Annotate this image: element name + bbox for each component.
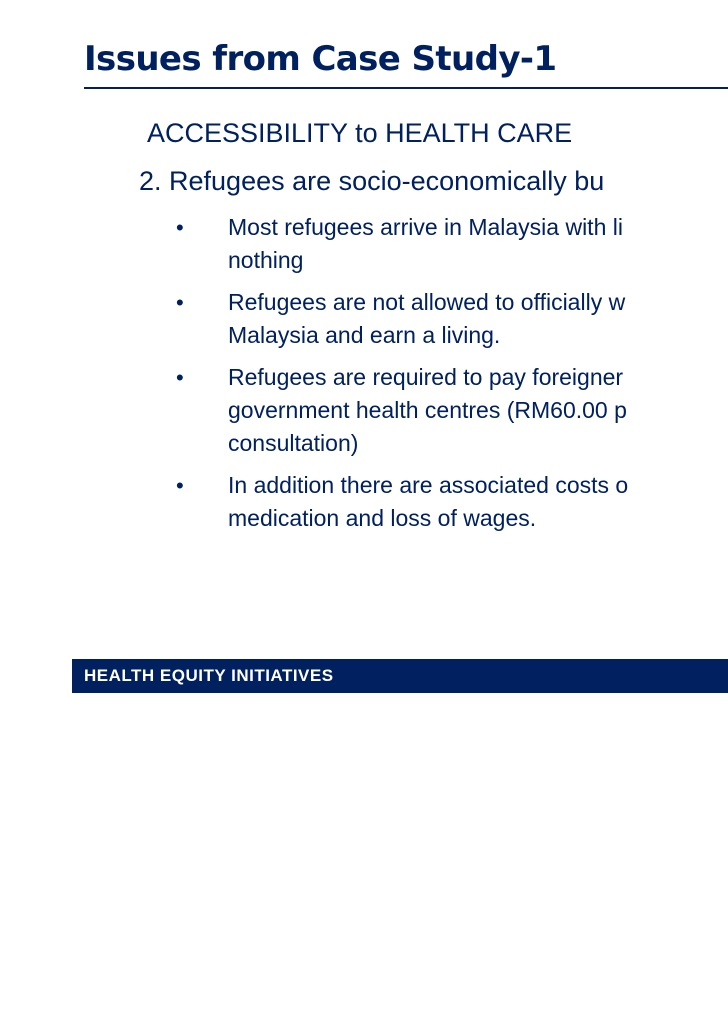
bullet-dot-icon: • bbox=[176, 365, 184, 390]
bullet-dot-icon: • bbox=[176, 215, 184, 240]
title-underline bbox=[84, 87, 728, 89]
bullet-item bbox=[0, 469, 728, 535]
slide-title: Issues from Case Study-1 bbox=[84, 39, 557, 79]
bullet-text: Refugees are not allowed to officially w Malaysia and earn a living. bbox=[228, 289, 626, 348]
bullet-text: In addition there are associated costs o medication and loss of wages. bbox=[228, 472, 629, 531]
bullet-text: Refugees are required to pay foreigner government health centres (RM60.00 p consultation) bbox=[228, 364, 627, 456]
footer-label: HEALTH EQUITY INITIATIVES bbox=[84, 666, 334, 685]
bullet-list bbox=[0, 211, 728, 544]
bullet-item bbox=[0, 211, 728, 277]
bullet-text: Most refugees arrive in Malaysia with li nothing bbox=[228, 214, 623, 273]
bullet-dot-icon: • bbox=[176, 290, 184, 315]
bullet-item bbox=[0, 286, 728, 352]
footer-banner bbox=[72, 659, 728, 693]
bullet-dot-icon: • bbox=[176, 473, 184, 498]
numbered-point: 2. Refugees are socio-economically bu bbox=[139, 166, 605, 196]
section-heading: ACCESSIBILITY to HEALTH CARE bbox=[147, 118, 573, 148]
bullet-item bbox=[0, 361, 728, 460]
